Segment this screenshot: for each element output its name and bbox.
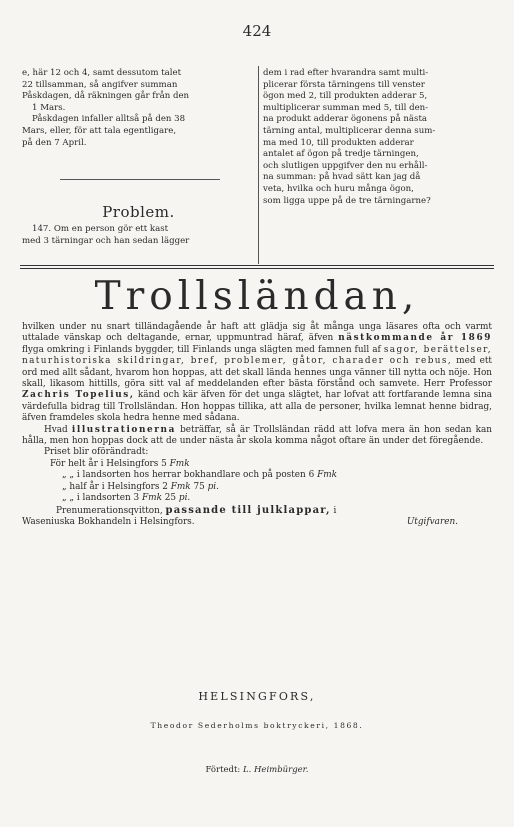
text-run: beträffar, så är Trollsländan rädd att lofva mera än hon sedan kan hålla, men hon hoppas dock att de under nästa år skola komma något oftare än under det föregående.	[22, 424, 492, 447]
publisher-signature: Utgifvaren.	[406, 516, 458, 527]
price-text: För helt år i Helsingfors 5	[50, 458, 170, 469]
price-line	[22, 459, 492, 470]
left-line: på den 7 April.	[22, 137, 87, 148]
emphasis-year: nästkommande år 1869	[338, 333, 492, 344]
left-line: Påskdagen infaller alltså på den 38	[32, 114, 186, 125]
imprint-printer: Theodor Sederholms boktryckeri, 1868.	[150, 721, 364, 730]
price-unit: pi.	[178, 493, 191, 504]
announcement-paragraph	[22, 322, 492, 425]
right-line: tärning antal, multiplicerar denna sum-	[263, 125, 436, 136]
price-text: 75	[190, 481, 208, 492]
left-line: Mars, eller, för att tala egentligare,	[22, 125, 177, 136]
price-line	[22, 470, 492, 481]
problem-line: med 3 tärningar och han sedan lägger	[22, 235, 190, 246]
price-line	[22, 482, 492, 493]
column-divider	[258, 66, 259, 264]
right-line: na produkt adderar ögonens på nästa	[263, 114, 428, 125]
price-unit: Fmk	[142, 493, 162, 504]
right-line: na summan: på hvad sätt kan jag då	[263, 172, 421, 183]
left-line: e, här 12 och 4, samt dessutom talet	[22, 68, 182, 78]
price-unit: pi.	[207, 481, 219, 492]
right-line: ögon med 2, till produkten adderar 5,	[263, 91, 428, 102]
bookshop-name: Waseniuska Bokhandeln i Helsingfors.	[22, 516, 195, 527]
text-run: med ett ord med allt sådant, hvarom hon hoppas, att det skall lända hennes unga vänner till nytta och nöje. Hon skall, likasom hittills, göra sitt val af meddelanden efter bästa förstånd och samvete. Herr Professor	[22, 356, 492, 390]
double-rule-bottom	[20, 268, 494, 269]
right-line: ma med 10, till produkten adderar	[263, 137, 414, 148]
imprint-editor	[0, 765, 514, 775]
double-rule-top	[20, 265, 494, 266]
text-run: i	[330, 505, 337, 516]
bookshop-line	[22, 517, 492, 528]
price-text: 25	[161, 493, 179, 504]
left-line: Påskdagen, då räkningen går från den	[22, 91, 190, 102]
page-number: 424	[242, 22, 272, 40]
problem-text	[22, 224, 255, 247]
emphasis-illustrations: illustrationerna	[71, 424, 176, 435]
author-name: Zachris Topelius,	[22, 390, 135, 401]
spaced-content-list: sagor, berättelser, naturhistoriska skildringar, bref, problemer, gåtor, charader och rebus,	[22, 344, 492, 367]
imprint-city: HELSINGFORS,	[198, 690, 316, 703]
section-rule	[60, 179, 220, 180]
right-line: antalet af ögon på tredje tärningen,	[263, 149, 419, 160]
problem-line: 147. Om en person gör ett kast	[32, 224, 169, 234]
left-column	[22, 68, 255, 149]
price-unit: Fmk	[169, 458, 190, 469]
text-run: Prenumerationsqvitton,	[56, 505, 166, 516]
price-text: „ „ i landsorten 3	[62, 493, 142, 504]
price-text: „ „ i landsorten hos herrar bokhandlare och på posten 6	[62, 470, 318, 481]
left-line: 22 tillsamman, så angifver summan	[22, 79, 178, 90]
left-line: 1 Mars.	[32, 102, 66, 113]
emphasis-julklappar: passande till julklappar,	[165, 504, 331, 516]
text-run: hvilken under nu snart tilländagående år haft att glädja sig åt många unga läsares ofta och varmt uttalade vänskap och deltagande, ernar, uppmuntrad häraf, äfven	[22, 322, 492, 344]
right-column	[263, 68, 489, 207]
prenumeration-line	[22, 505, 492, 517]
right-line: plicerar första tärningens till venster	[263, 79, 425, 90]
price-intro: Priset blir oförändradt:	[44, 447, 149, 458]
problem-heading: Problem.	[102, 203, 175, 221]
masthead-title: Trollsländan,	[94, 274, 420, 319]
right-line: som ligga uppe på de tre tärningarne?	[263, 195, 431, 206]
price-unit: Fmk	[170, 481, 191, 492]
editor-label: Förtedt:	[205, 765, 243, 775]
right-line: och slutligen uppgifver den nu erhåll-	[263, 160, 428, 171]
text-run: flyga omkring i Finlands byggder, till Finlands unga slägten med famnen full af	[22, 344, 384, 355]
right-line: veta, hvilka och huru många ögon,	[263, 183, 414, 194]
editor-name: L. Heimbürger.	[242, 765, 309, 775]
price-line	[22, 493, 492, 504]
text-run: känd och kär äfven för det unga slägtet, har lofvat att fortfarande lemna sina värdefulla bidrag till Trollsländan. Hon hoppas tillika, att alla de personer, hvilka lemnat henne bidrag, äfven framdeles skola hedra henne med sådana.	[22, 390, 493, 424]
price-text: „ half år i Helsingfors 2	[62, 481, 171, 492]
right-line: multiplicerar summan med 5, till den-	[263, 102, 429, 113]
illustrations-paragraph	[22, 425, 492, 448]
announcement-body	[22, 322, 492, 528]
right-line: dem i rad efter hvarandra samt multi-	[263, 68, 429, 78]
text-run: Hvad	[44, 424, 72, 435]
price-unit: Fmk	[317, 470, 338, 481]
